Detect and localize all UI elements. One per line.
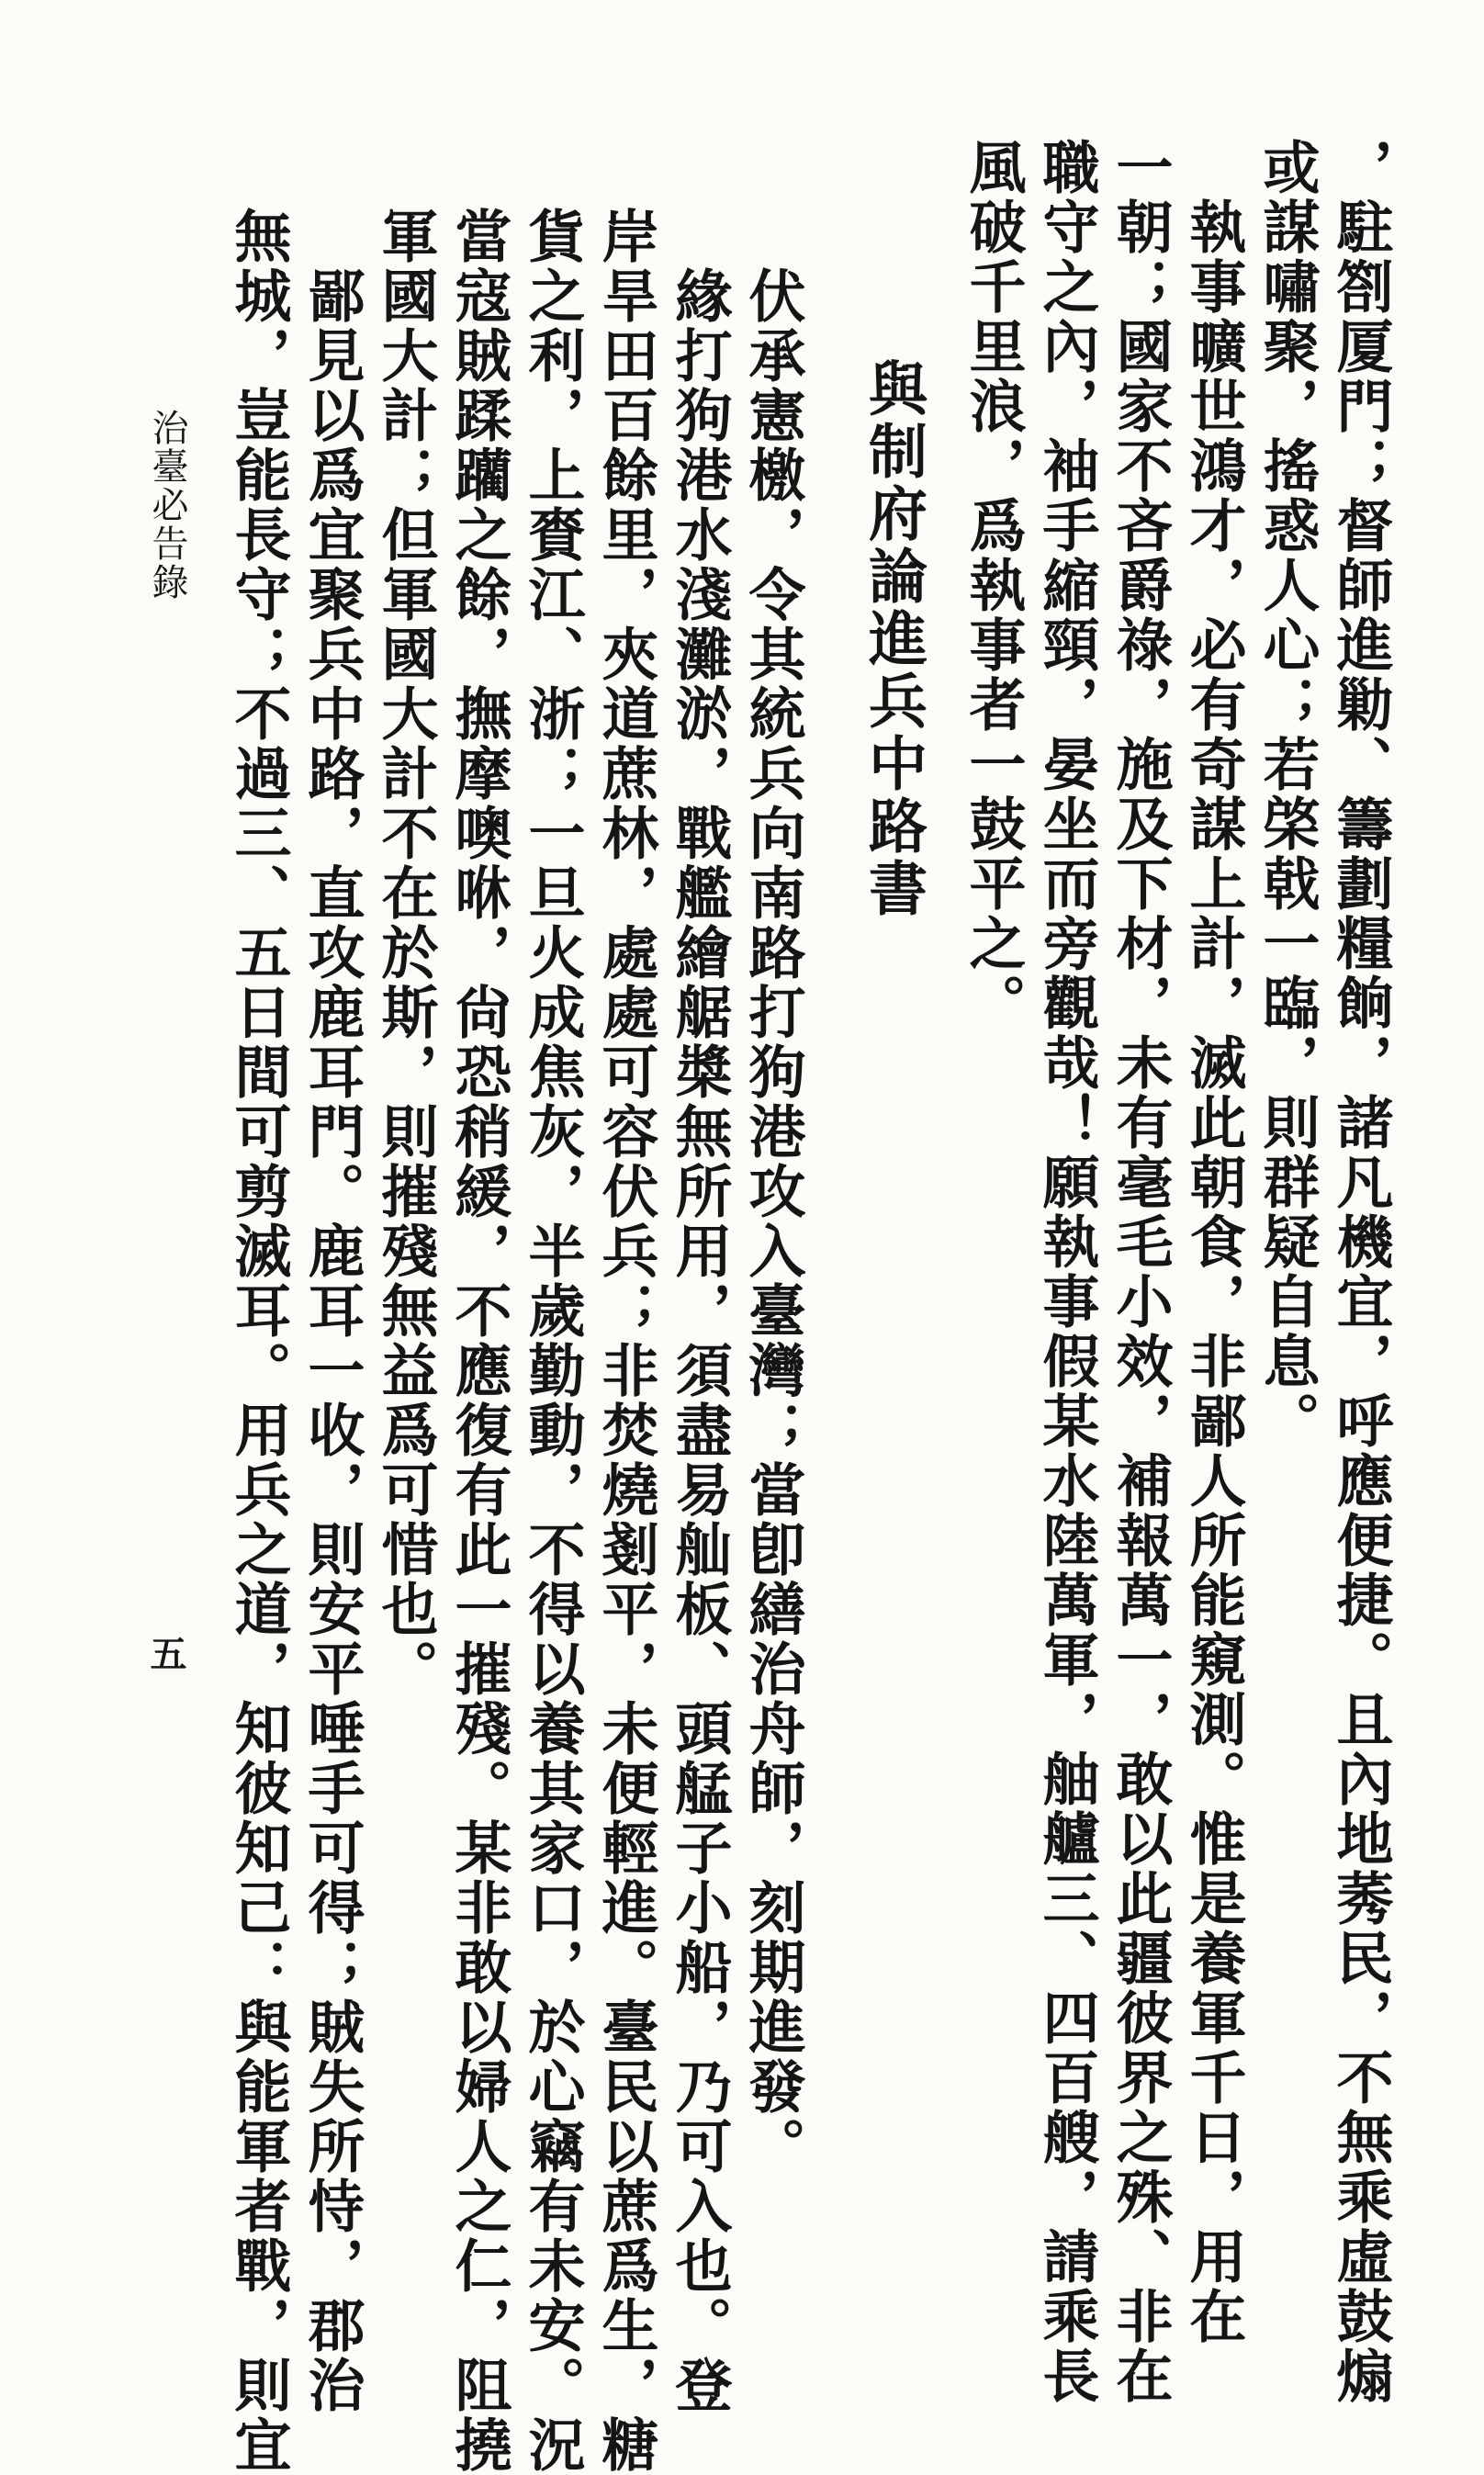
text-column: 執事曠世鴻才，必有奇謀上計，滅此朝食，非鄙人所能窺測。惟是養軍千日，用在 bbox=[1180, 197, 1247, 2346]
section-title: 與制府論進兵中路書 bbox=[859, 358, 928, 920]
text-column: 職守之內，袖手縮頸，晏坐而旁觀哉！願執事假某水陸萬軍，舳艫三、四百艘，請乘長 bbox=[1033, 138, 1100, 2406]
text-column: 或謀嘯聚，搖惑人心；若棨戟一臨，則群疑自息。 bbox=[1254, 138, 1321, 1451]
text-column: 軍國大計；但軍國大計不在於斯，則摧殘無益爲可惜也。 bbox=[372, 207, 439, 1699]
text-column: ，駐劄厦門；督師進勦、籌劃糧餉，諸凡機宜，呼應便捷。且內地莠民，不無乘虛鼓煽 bbox=[1327, 138, 1394, 2406]
text-column: 一朝；國家不吝爵祿，施及下材，未有毫毛小效，補報萬一，敢以此疆彼界之殊、非在 bbox=[1107, 138, 1174, 2406]
text-column: 緣打狗港水淺灘淤，戰艦繪艍槳無所用，須盡易舢板、頭艋子小船，乃可入也。登 bbox=[666, 266, 733, 2415]
text-column: 當寇賊蹂躪之餘，撫摩噢咻，尙恐稍緩，不應復有此一摧殘。某非敢以婦人之仁，阻撓 bbox=[445, 207, 512, 2475]
running-title: 治臺必告錄 bbox=[146, 409, 188, 602]
page-number: 五 bbox=[144, 1635, 187, 1674]
text-column: 無城，豈能長守；不過三、五日間可剪滅耳。用兵之道，知彼知己：與能軍者戰，則宜 bbox=[225, 207, 292, 2475]
text-column: 岸旱田百餘里，夾道蔗林，處處可容伏兵；非焚燒剗平，未便輕進。臺民以蔗爲生，糖 bbox=[592, 207, 659, 2475]
text-column: 貨之利，上賚江、浙；一旦火成焦灰，半歲勤動，不得以養其家口，於心竊有未安。況 bbox=[519, 207, 586, 2475]
text-column: 伏承憲檄，令其統兵向南路打狗港攻入臺灣；當卽繕治舟師，刻期進發。 bbox=[739, 266, 806, 2177]
text-column: 鄙見以爲宜聚兵中路，直攻鹿耳門。鹿耳一收，則安平唾手可得；賊失所恃，郡治 bbox=[298, 266, 365, 2415]
text-column: 風破千里浪，爲執事者一鼓平之。 bbox=[960, 138, 1027, 1033]
